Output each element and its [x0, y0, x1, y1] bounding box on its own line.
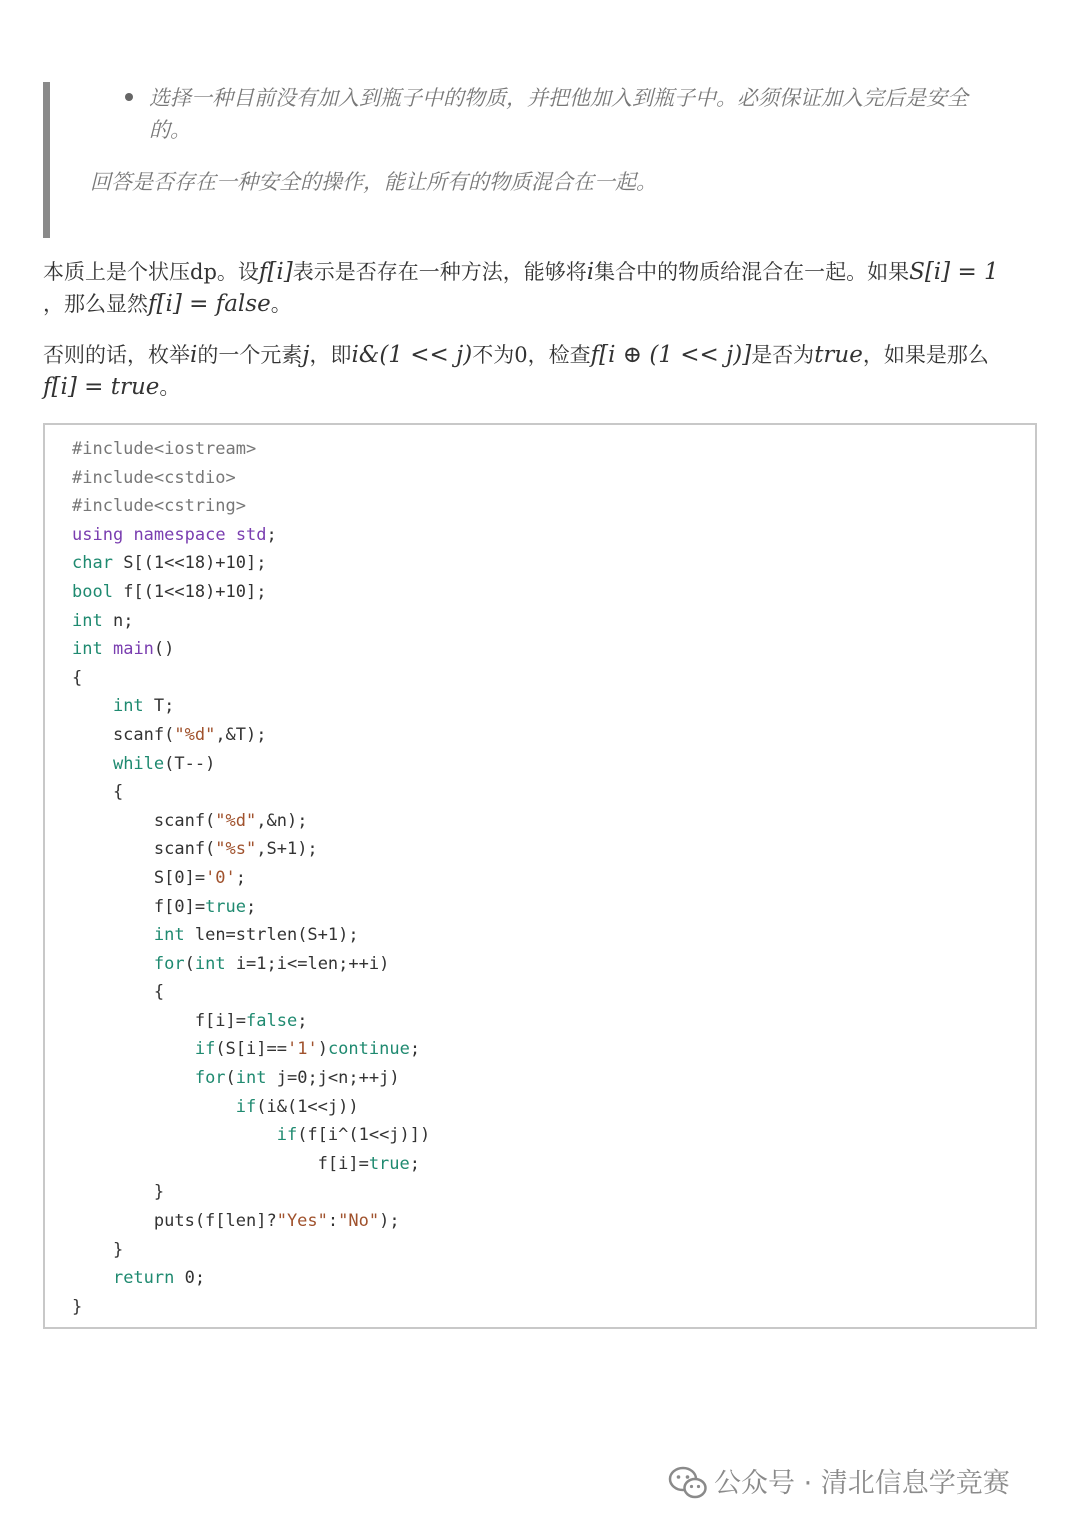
code-line: f[i]=false;	[72, 1010, 308, 1031]
bullet-text: 选择一种目前没有加入到瓶子中的物质，并把他加入到瓶子中。必须保证加入完后是安全的。	[149, 86, 968, 142]
code-line: S[0]='0';	[72, 867, 247, 888]
wechat-icon	[668, 1465, 708, 1501]
code-line: scanf("%d",&T);	[72, 724, 267, 745]
text: 的一个元素	[197, 343, 303, 367]
text: ，那么显然	[43, 292, 148, 316]
code-line: #include<cstdio>	[72, 467, 236, 488]
code-line: {	[72, 982, 165, 1003]
code-line: #include<cstring>	[72, 496, 246, 517]
code-block	[43, 423, 1037, 1329]
paragraph-transition	[43, 339, 1038, 403]
code-line: while(T--)	[112, 753, 216, 774]
watermark	[668, 1462, 1058, 1506]
code-listing	[72, 435, 430, 1321]
code-line: int main()	[72, 639, 175, 660]
math: S[i] = 1	[909, 259, 999, 285]
code-line: if(S[i]=='1')continue;	[194, 1039, 421, 1060]
code-line: #include<iostream>	[72, 439, 257, 459]
text: 不为0，检查	[472, 343, 591, 367]
code-line: if(i&(1<<j))	[235, 1096, 359, 1117]
text: 是否为	[751, 343, 815, 367]
code-line: }	[72, 1296, 83, 1317]
code-line: char S[(1<<18)+10];	[72, 553, 267, 574]
math: f[i] = true	[43, 374, 160, 400]
text: 。	[159, 375, 181, 399]
code-line: scanf("%d",&n);	[72, 810, 308, 831]
code-line: int n;	[72, 610, 134, 631]
math: f[i] = false	[148, 291, 271, 317]
code-line: }	[72, 1182, 165, 1203]
text: ，即	[309, 343, 352, 367]
code-line: int len=strlen(S+1);	[153, 925, 359, 946]
math: i	[586, 259, 595, 285]
text: ，如果是那么	[862, 343, 989, 367]
code-line: scanf("%s",S+1);	[72, 839, 318, 860]
code-line: using namespace std;	[72, 524, 277, 545]
code-line: f[0]=true;	[72, 896, 257, 917]
quote-paragraph: 回答是否存在一种安全的操作，能让所有的物质混合在一起。	[90, 170, 657, 194]
watermark-text: 公众号 · 清北信息学竞赛	[714, 1468, 1010, 1499]
math: f[i]	[258, 259, 293, 285]
code-line: return 0;	[112, 1268, 206, 1289]
text: 否则的话，枚举	[43, 343, 190, 367]
paragraph-state-dp	[43, 256, 1038, 320]
math: i	[190, 342, 198, 368]
bullet-dot-icon	[125, 93, 133, 101]
code-line: for(int j=0;j<n;++j)	[194, 1068, 400, 1089]
text: 集合中的物质给混合在一起。如果	[594, 260, 910, 284]
math: j	[302, 342, 310, 368]
code-line: for(int i=1;i<=len;++i)	[153, 953, 390, 974]
code-line: if(f[i^(1<<j)])	[276, 1125, 431, 1146]
code-line: f[i]=true;	[72, 1153, 421, 1174]
blockquote	[43, 82, 1003, 238]
math: f[i ⊕ (1 << j)]	[590, 342, 752, 368]
code-line: {	[72, 667, 83, 688]
text: 表示是否存在一种方法，能够将	[292, 260, 587, 284]
math: i&(1 << j)	[351, 342, 473, 368]
text: 。	[270, 292, 292, 316]
math: true	[814, 342, 863, 368]
text: 本质上是个状压dp。设	[43, 260, 259, 284]
code-line: int T;	[112, 696, 175, 717]
code-line: {	[72, 782, 124, 803]
code-line: puts(f[len]?"Yes":"No");	[72, 1211, 400, 1232]
code-line: bool f[(1<<18)+10];	[72, 581, 267, 602]
code-line: }	[72, 1239, 124, 1260]
